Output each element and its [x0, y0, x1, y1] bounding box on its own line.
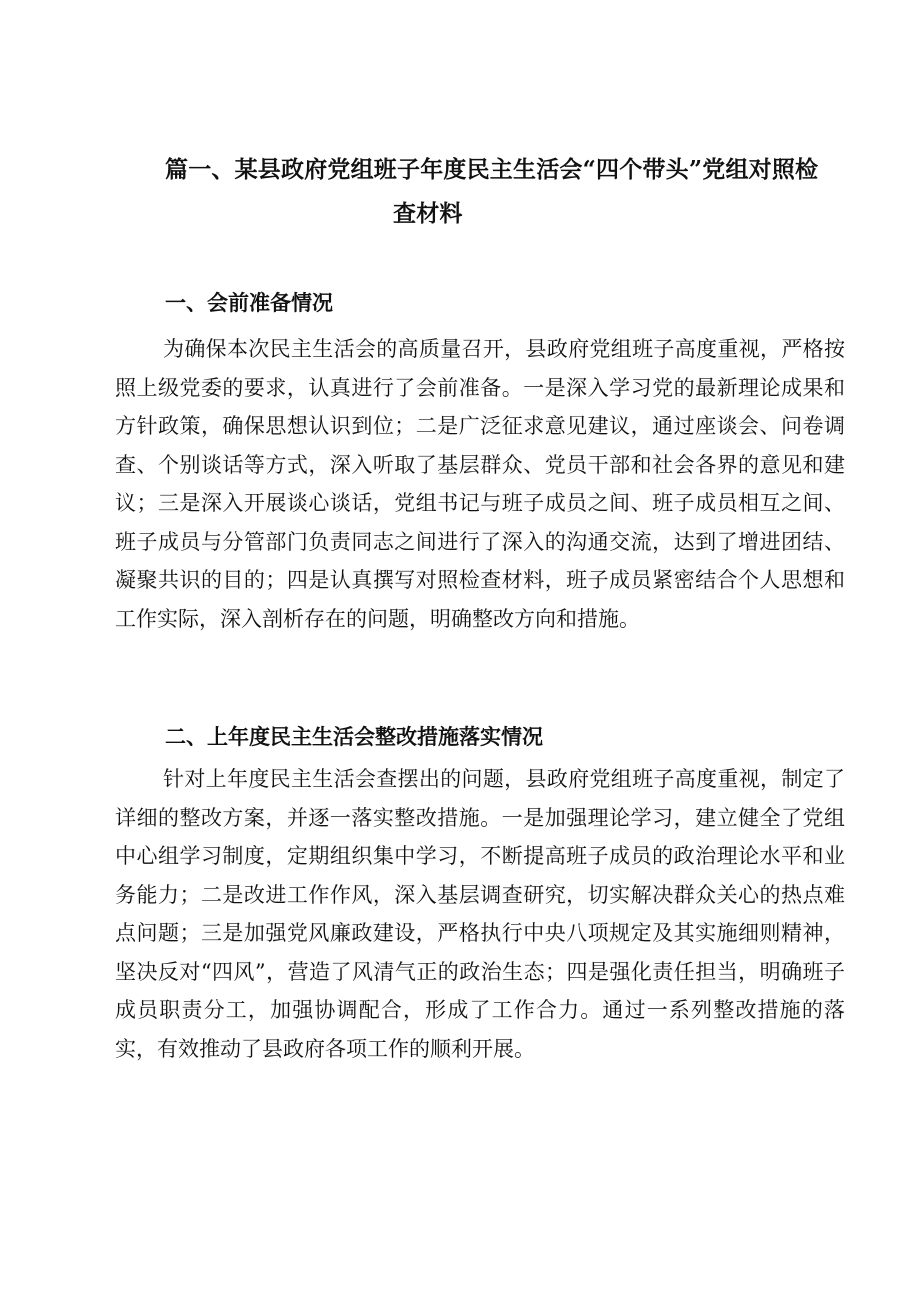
section-body-1: 为确保本次民主生活会的高质量召开，县政府党组班子高度重视，严格按照上级党委的要求，认真进行了会前准备。一是深入学习党的最新理论成果和方针政策，确保思想认识到位；二是广泛征求意见建议，通过座谈会、问卷调查、个别谈话等方式，深入听取了基层群众、党员干部和社会各界的意见和建议；三是深入开展谈心谈话，党组书记与班子成员之间、班子成员相互之间、班子成员与分管部门负责同志之间进行了深入的沟通交流，达到了增进团结、凝聚共识的目的；四是认真撰写对照检查材料，班子成员紧密结合个人思想和工作实际，深入剖析存在的问题，明确整改方向和措施。 — [115, 337, 845, 631]
section-heading-1: 一、会前准备情况 — [165, 290, 333, 315]
section-heading-2: 二、上年度民主生活会整改措施落实情况 — [165, 724, 543, 749]
document-title — [165, 148, 845, 236]
title-line-1: 篇一、某县政府党组班子年度民主生活会“四个带头”党组对照检 — [165, 156, 819, 183]
title-line-2: 查材料 — [393, 200, 463, 227]
section-body-2: 针对上年度民主生活会查摆出的问题，县政府党组班子高度重视，制定了详细的整改方案，并逐一落实整改措施。一是加强理论学习，建立健全了党组中心组学习制度，定期组织集中学习，不断提高班子成员的政治理论水平和业务能力；二是改进工作作风，深入基层调查研究，切实解决群众关心的热点难点问题；三是加强党风廉政建设，严格执行中央八项规定及其实施细则精神，坚决反对“四风”，营造了风清气正的政治生态；四是强化责任担当，明确班子成员职责分工，加强协调配合，形成了工作合力。通过一系列整改措施的落实，有效推动了县政府各项工作的顺利开展。 — [115, 767, 845, 1061]
